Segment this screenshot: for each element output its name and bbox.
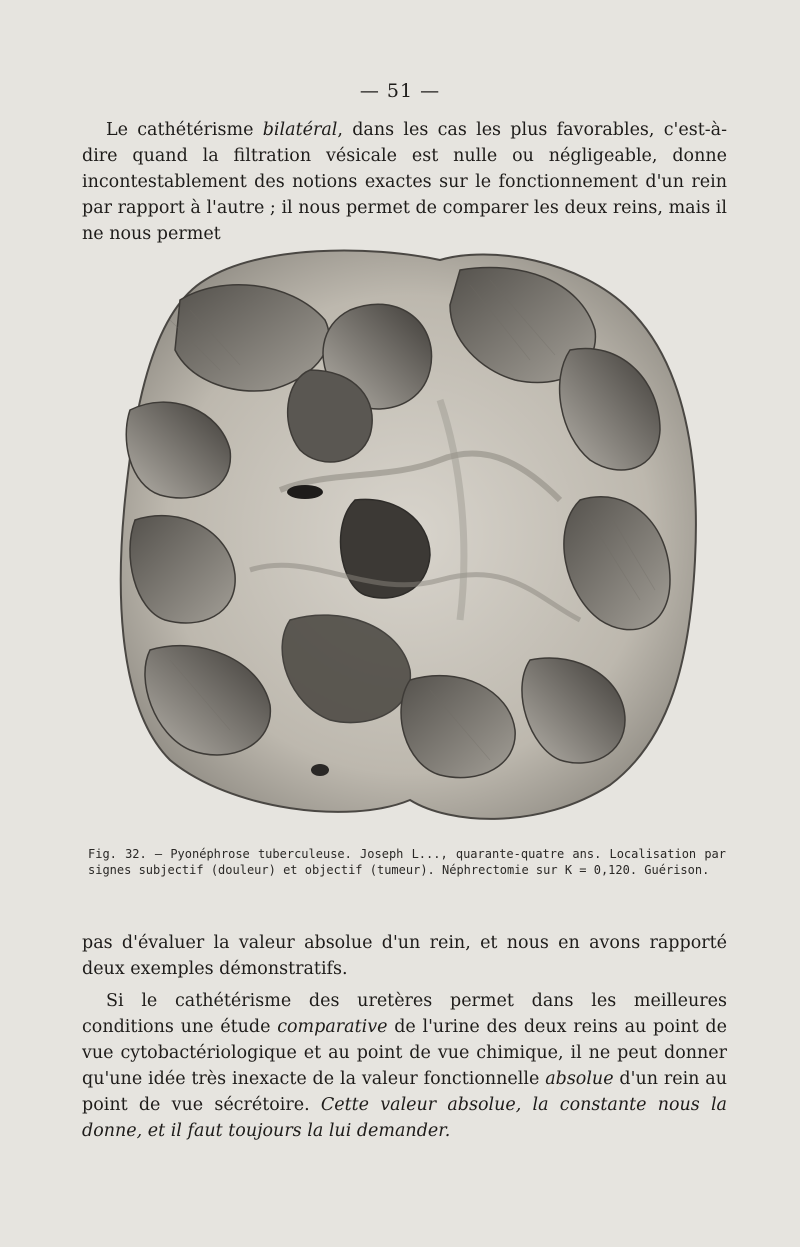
bottom-paragraph-2 (82, 988, 727, 1144)
fistula-opening (287, 485, 323, 499)
text-segment: Si le cathétérisme des uretères permet dans les meilleures conditions une étude (82, 991, 727, 1037)
text-segment: de l'urine des deux reins au point de vue cytobactériologique et au point de vue chimique, il ne peut donner qu'une idée très inexacte de la valeur fonctionnelle (82, 1017, 727, 1089)
bottom-paragraph-1: pas d'évaluer la valeur absolue d'un rein, et nous en avons rapporté deux exemples démonstratifs. (82, 933, 727, 979)
small-opening (311, 764, 329, 776)
caption-text (88, 846, 726, 878)
text-segment: d'un rein au point de vue sécrétoire. (82, 1069, 727, 1115)
page-number: — 51 — (359, 80, 441, 102)
caption-label: Fig. 32. (88, 847, 147, 861)
kidney-drawing (110, 240, 710, 840)
caption-body: — Pyonéphrose tuberculeuse. Joseph L..., quarante-quatre ans. Localisation par signes subjectif (douleur) et objectif (tumeur). Néphrectomie sur K = 0,120. Guérison. (88, 847, 727, 877)
text-segment: , dans les cas les plus favorables, c'est-à-dire quand la filtration vésicale est nulle ou négligeable, donne incontestablement des notions exactes sur le fonctionnement d'un rein par rapport à l'autre ; il nous permet de comparer les deux reins, mais il ne nous permet (82, 120, 727, 244)
text-segment: Le cathétérisme (106, 120, 263, 140)
text-segment-italic: comparative (277, 1017, 388, 1037)
top-paragraph-text (82, 117, 727, 247)
text-segment-italic: bilatéral (262, 120, 338, 140)
top-paragraph (82, 117, 727, 247)
figure-caption (88, 846, 726, 878)
text-segment-italic: absolue (545, 1069, 614, 1089)
bottom-text (82, 930, 727, 1144)
text-segment-italic: Cette valeur absolue, la constante nous la donne, et il faut toujours la lui demander. (82, 1095, 727, 1141)
kidney-illustration (110, 240, 710, 840)
